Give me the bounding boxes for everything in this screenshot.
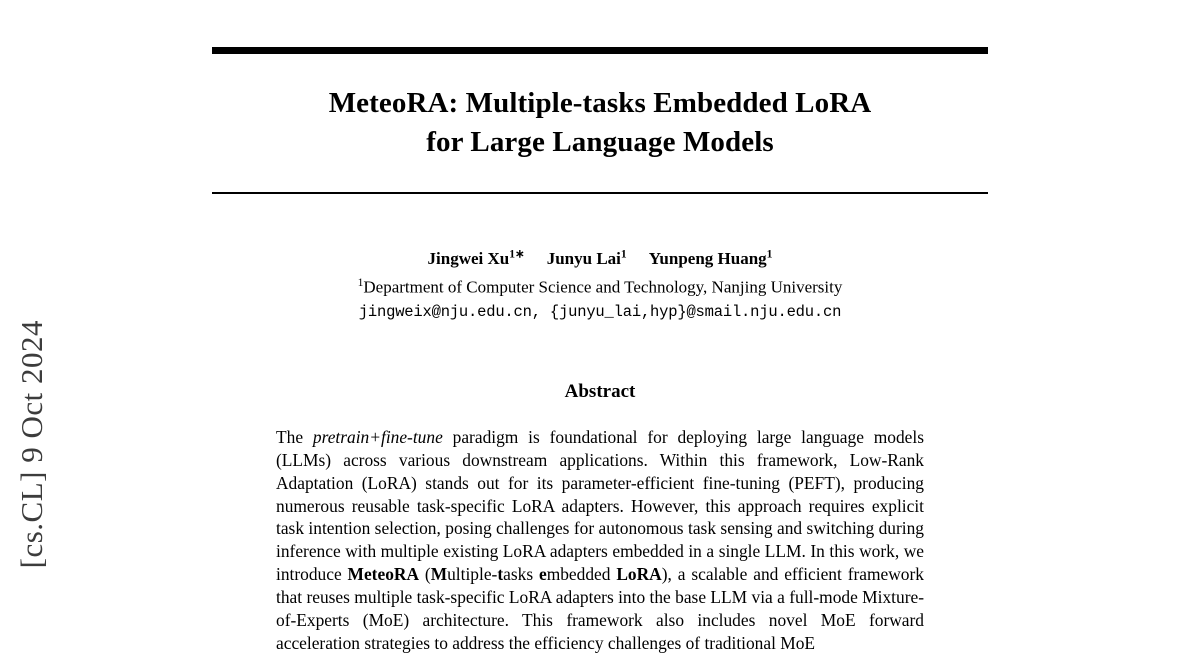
abstract-body [276, 426, 924, 655]
author-3-name: Yunpeng Huang [648, 248, 767, 268]
title-line-1: MeteoRA: Multiple-tasks Embedded LoRA [328, 87, 872, 119]
abstract-seg-4-bold: MeteoRA [347, 564, 420, 585]
abstract-heading: Abstract [564, 380, 636, 402]
arxiv-stamp: [cs.CL] 9 Oct 2024 [14, 320, 49, 569]
author-3 [649, 249, 773, 268]
author-2 [547, 249, 627, 268]
abstract-seg-10-bold: e [538, 564, 547, 585]
author-list [212, 246, 988, 269]
abstract-seg-1: The [276, 426, 313, 447]
abstract-seg-9: asks [503, 564, 539, 585]
abstract-seg-8-bold: t [497, 564, 504, 585]
abstract-seg-2-italic: pretrain+fine-tune [312, 426, 443, 447]
affiliation-mark: 1 [357, 275, 364, 289]
author-1-name: Jingwei Xu [427, 248, 510, 268]
abstract-seg-11: mbedded [546, 564, 617, 585]
affiliation [212, 276, 988, 298]
author-2-marks: 1 [620, 247, 627, 261]
author-2-name: Junyu Lai [546, 248, 621, 268]
paper-page [212, 0, 988, 654]
abstract-seg-13: ), a scalable and efficient framework that reuses multiple task-specific LoRA adapters into the base LLM via a full-mode Mixture-of-Experts (MoE) architecture. This framework also includes novel MoE forward acceleration strategies to address the efficiency challenges of traditional MoE [276, 564, 924, 654]
abstract-paragraph [276, 426, 924, 655]
abstract-seg-5: ( [419, 564, 431, 585]
page-title [212, 84, 988, 162]
title-rule-bottom [212, 192, 988, 194]
affiliation-text: Department of Computer Science and Technology, Nanjing University [363, 277, 843, 297]
title-rule-top [212, 47, 988, 54]
author-1 [428, 249, 525, 268]
author-3-marks: 1 [766, 247, 773, 261]
abstract-seg-12-bold: LoRA [616, 564, 662, 585]
abstract-seg-6-bold: M [430, 564, 448, 585]
abstract-seg-3: paradigm is foundational for deploying large language models (LLMs) across various downstream applications. Within this framework, Low-Rank Adaptation (LoRA) stands out for its parameter-efficient fine-tuning (PEFT), producing numerous reusable task-specific LoRA adapters. However, this approach requires explicit task intention selection, posing challenges for autonomous task sensing and switching during inference with multiple existing LoRA adapters embedded in a single LLM. In this work, we introduce [276, 426, 924, 585]
author-1-marks: 1∗ [509, 247, 525, 261]
author-emails: jingweix@nju.edu.cn, {junyu_lai,hyp}@smail.nju.edu.cn [358, 302, 842, 321]
abstract-seg-7: ultiple- [447, 564, 498, 585]
title-line-2: for Large Language Models [426, 126, 774, 159]
